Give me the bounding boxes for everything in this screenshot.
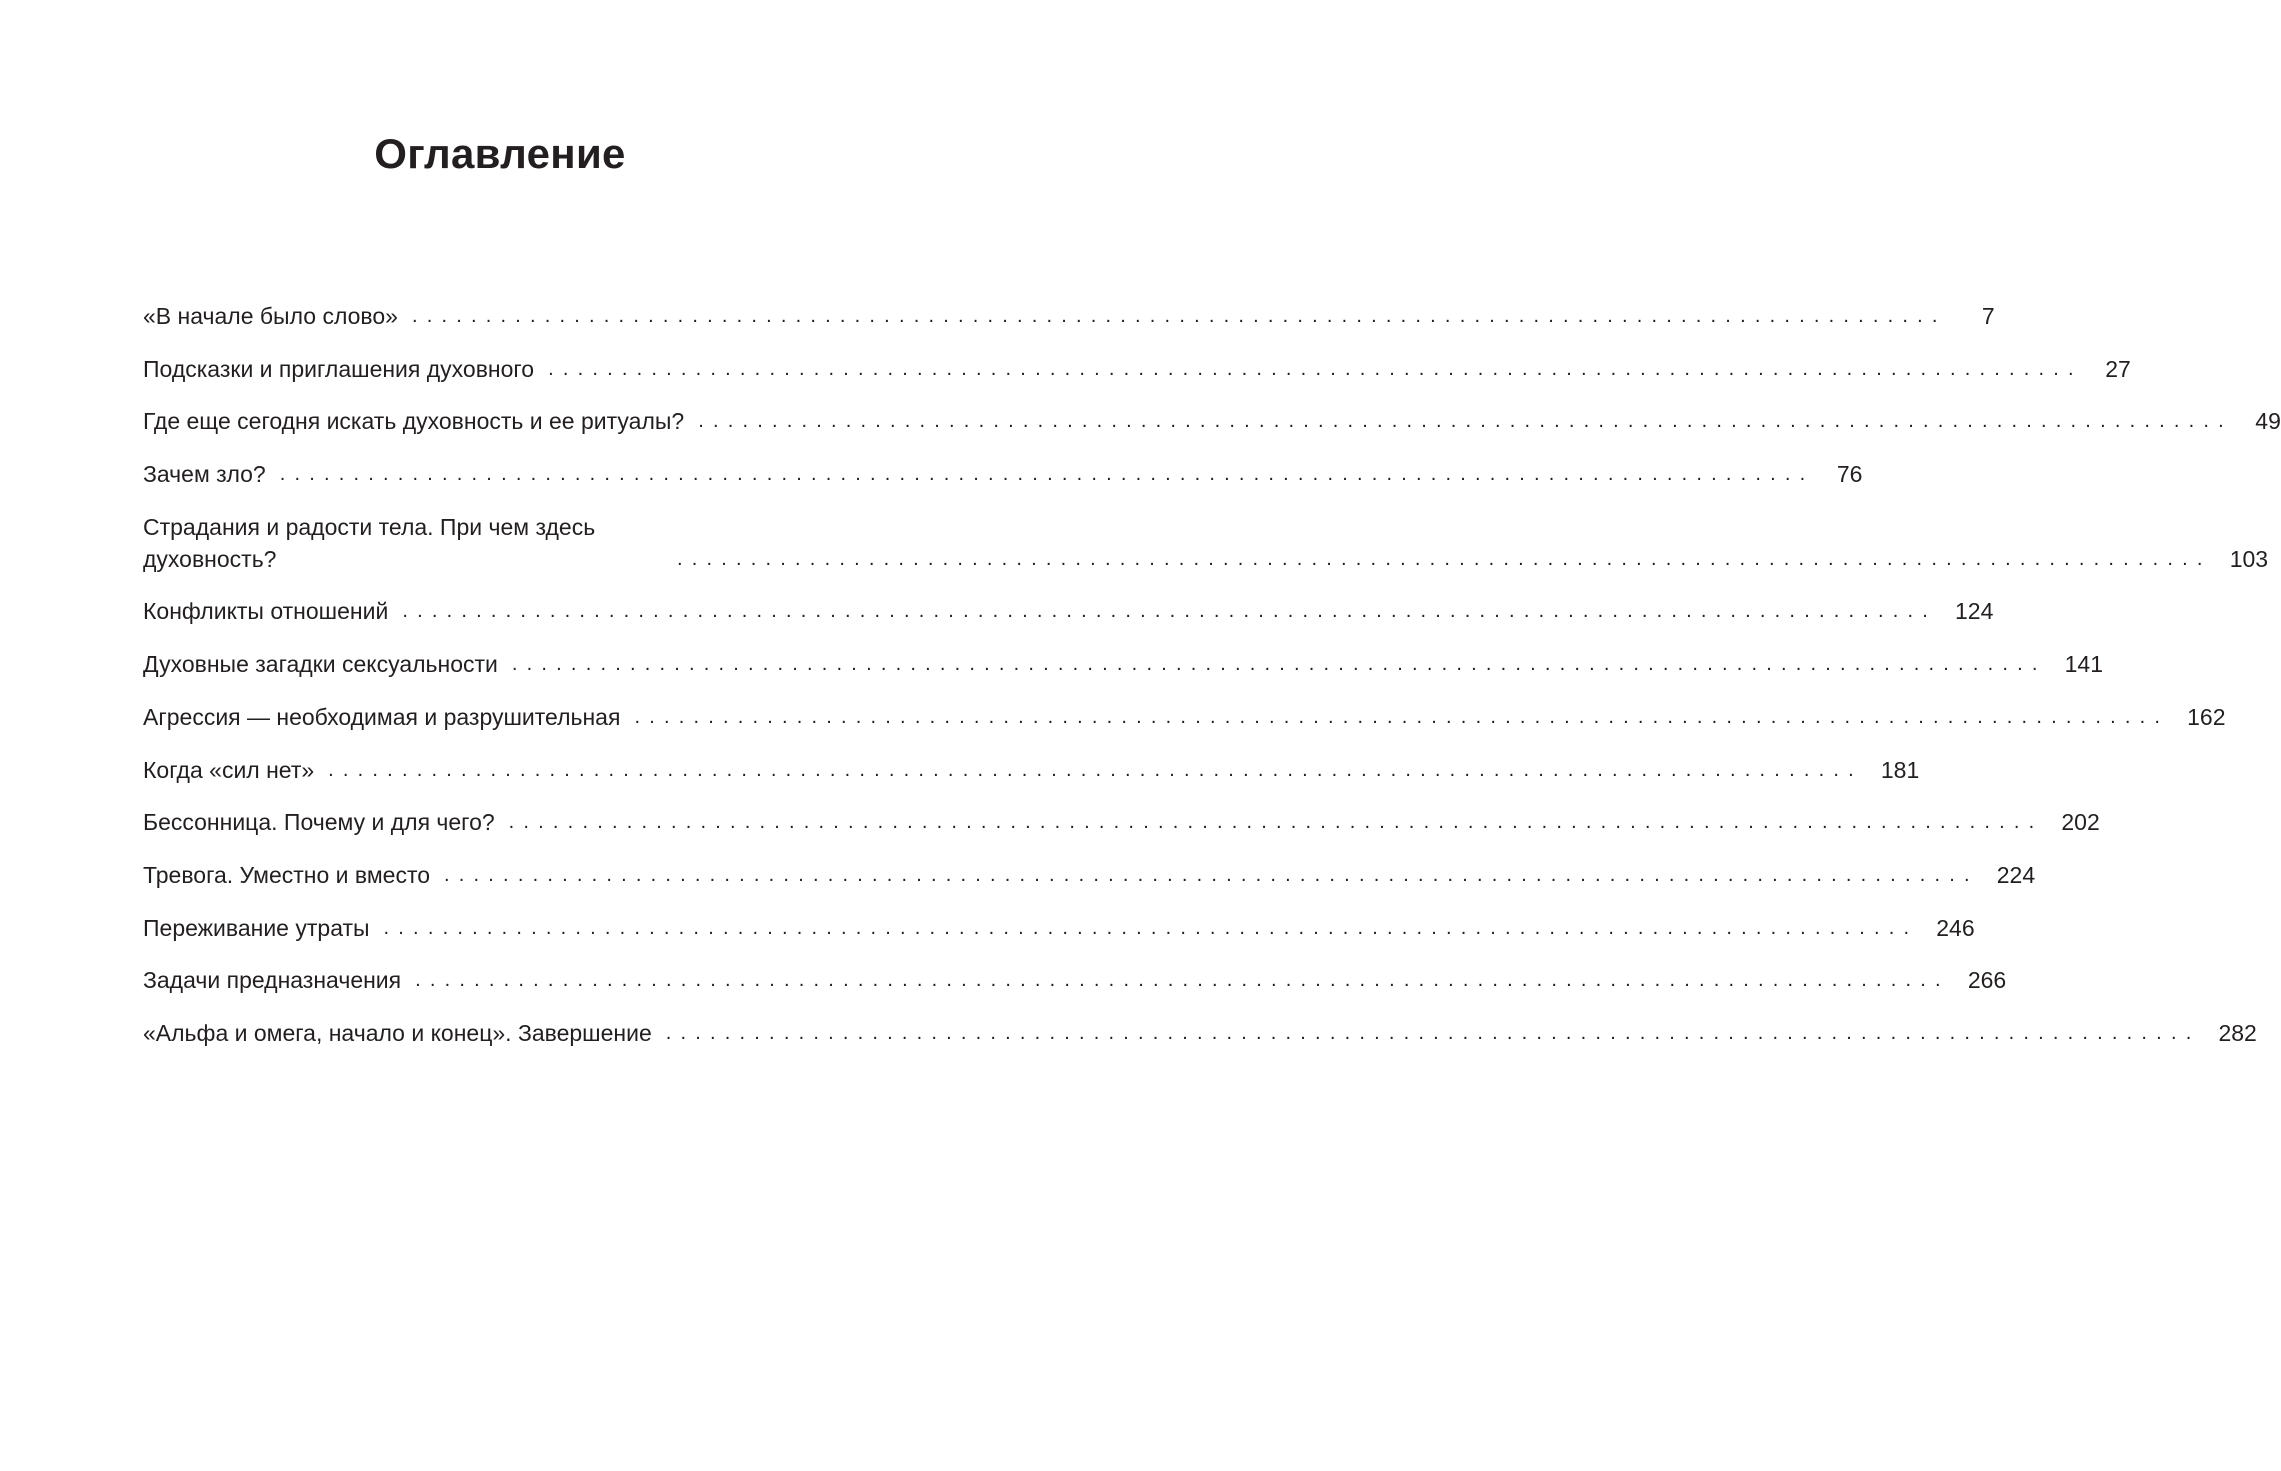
- toc-page-number: 124: [1955, 598, 1994, 625]
- toc-page-number: 266: [1967, 967, 2007, 994]
- toc-entry: [143, 300, 1995, 332]
- toc-entry: [143, 595, 1994, 627]
- toc-entry: [143, 353, 2131, 385]
- dot-leader: ........................................................................................................: [279, 463, 1815, 486]
- dot-leader: ........................................................................................................: [698, 410, 2233, 433]
- toc-entry-title: Страдания и радости тела. При чем здесь духовность?: [143, 513, 596, 572]
- toc-page-number: 7: [1981, 303, 1995, 329]
- toc-entry: [143, 806, 2100, 838]
- toc-page-number: 141: [2064, 651, 2103, 678]
- page-title: Оглавление: [374, 130, 626, 177]
- dot-leader: ........................................................................................................: [383, 916, 1919, 939]
- toc-entry-title: Бессонница. Почему и для чего?: [143, 809, 495, 836]
- toc-entry: [143, 754, 1920, 786]
- toc-entry: [143, 648, 2103, 680]
- toc-entry-title: Зачем зло?: [143, 461, 266, 488]
- dot-leader: ........................................................................................................: [415, 969, 1950, 992]
- toc-entry-title: «Альфа и омега, начало и конец». Завершение: [143, 1019, 652, 1046]
- toc-page-number: 27: [2105, 355, 2131, 382]
- toc-page-number: 224: [1996, 861, 2036, 888]
- dot-leader: ........................................................................................................: [677, 547, 2212, 570]
- dot-leader: ........................................................................................................: [328, 758, 1863, 781]
- toc-entry: [143, 859, 2036, 891]
- toc-page-number: 76: [1836, 461, 1863, 488]
- dot-leader: ........................................................................................................: [402, 600, 1938, 623]
- toc-entry: [143, 511, 2269, 575]
- dot-leader: ........................................................................................................: [444, 863, 1979, 886]
- toc-entry: [143, 405, 2281, 437]
- toc-page-number: 282: [2218, 1019, 2257, 1046]
- toc-entry-title: Подсказки и приглашения духовного: [143, 355, 535, 382]
- toc-page-number: 103: [2229, 545, 2269, 572]
- toc-page-number: 162: [2187, 703, 2226, 730]
- table-of-contents: [143, 300, 2281, 1070]
- dot-leader: ........................................................................................................: [511, 653, 2047, 676]
- toc-entry-title: Переживание утраты: [143, 914, 370, 941]
- toc-entry-title: Конфликты отношений: [143, 598, 389, 625]
- dot-leader: ........................................................................................................: [634, 705, 2170, 728]
- toc-page-number: 202: [2061, 809, 2100, 836]
- toc-page-number: 49: [2255, 408, 2281, 435]
- toc-entry: [143, 458, 1863, 490]
- toc-entry-title: «В начале было слово»: [143, 303, 398, 329]
- toc-entry-title: Задачи предназначения: [143, 967, 402, 994]
- dot-leader: ........................................................................................................: [508, 811, 2044, 834]
- toc-entry-title: Тревога. Уместно и вместо: [143, 861, 431, 888]
- dot-leader: ........................................................................................................: [548, 357, 2083, 380]
- toc-entry: [143, 912, 1975, 944]
- toc-page-number: 181: [1880, 756, 1920, 783]
- toc-entry-title: Когда «сил нет»: [143, 756, 315, 783]
- toc-entry: [143, 1017, 2257, 1049]
- toc-page-number: 246: [1936, 914, 1975, 941]
- dot-leader: ........................................................................................................: [665, 1021, 2201, 1044]
- toc-entry: [143, 701, 2226, 733]
- toc-entry-title: Духовные загадки сексуальности: [143, 651, 498, 678]
- toc-entry-title: Агрессия — необходимая и разрушительная: [143, 703, 621, 730]
- toc-entry: [143, 964, 2007, 996]
- toc-entry-title: Где еще сегодня искать духовность и ее ритуалы?: [143, 408, 685, 435]
- dot-leader: ........................................................................................................: [411, 305, 1947, 327]
